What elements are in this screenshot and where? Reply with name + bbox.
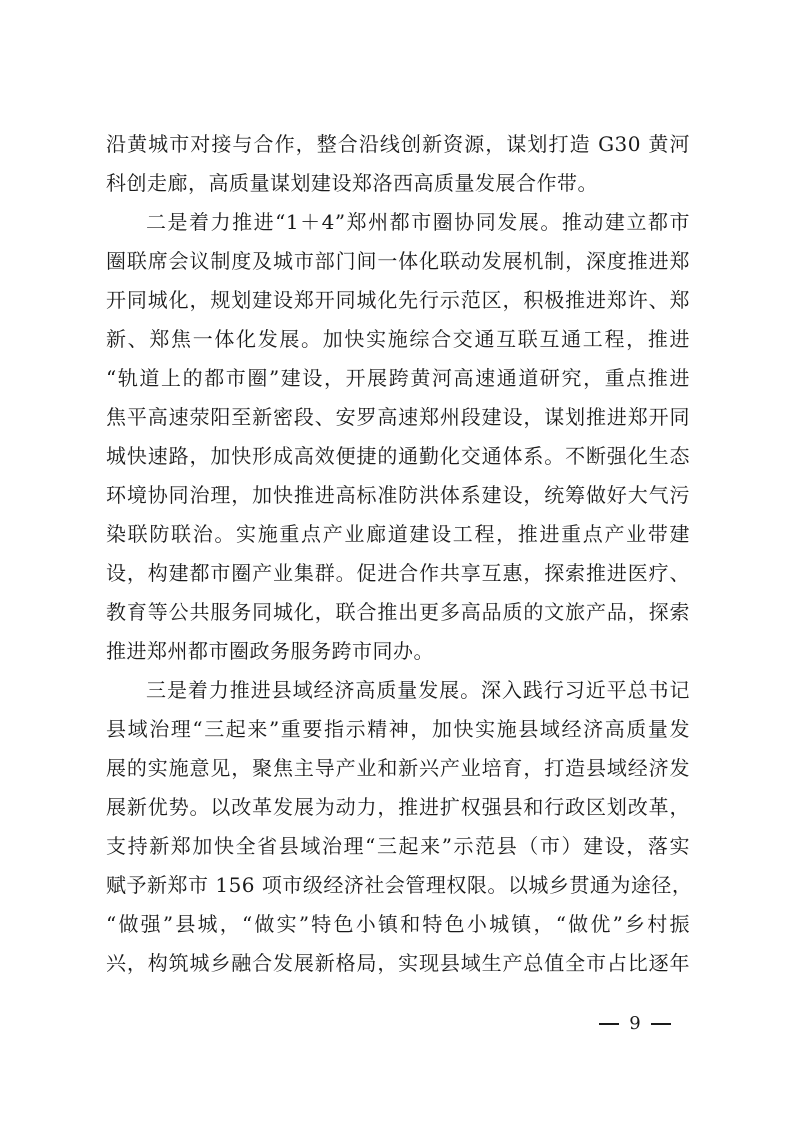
text-line: 县域治理“三起来”重要指示精神，加快实施县域经济高质量发 bbox=[106, 717, 690, 741]
paragraph-heading-line: 二是着力推进“1＋4”郑州都市圈协同发展。推动建立都市 bbox=[146, 210, 690, 234]
text-line: 支持新郑加快全省县域治理“三起来”示范县（市）建设，落实 bbox=[106, 834, 690, 858]
text-line: 沿黄城市对接与合作，整合沿线创新资源，谋划打造 G30 黄河 bbox=[106, 132, 690, 156]
text-line: 科创走廊，高质量谋划建设郑洛西高质量发展合作带。 bbox=[106, 171, 598, 195]
page-number-right-dash bbox=[651, 1023, 671, 1025]
text-line: “做强”县城，“做实”特色小镇和特色小城镇，“做优”乡村振 bbox=[106, 912, 690, 936]
text-line: 染联防联治。实施重点产业廊道建设工程，推进重点产业带建 bbox=[106, 522, 690, 546]
text-line: 推进郑州都市圈政务服务跨市同办。 bbox=[106, 639, 434, 663]
page-number-left-dash bbox=[599, 1023, 619, 1025]
text-line: 赋予新郑市 156 项市级经济社会管理权限。以城乡贯通为途径， bbox=[106, 873, 693, 897]
text-line: 新、郑焦一体化发展。加快实施综合交通互联互通工程，推进 bbox=[106, 327, 690, 351]
text-line: 圈联席会议制度及城市部门间一体化联动发展机制，深度推进郑 bbox=[106, 249, 690, 273]
paragraph-heading-line: 三是着力推进县域经济高质量发展。深入践行习近平总书记 bbox=[146, 678, 690, 702]
page-number-value: 9 bbox=[629, 1013, 641, 1034]
text-line: 教育等公共服务同城化，联合推出更多高品质的文旅产品，探索 bbox=[106, 600, 690, 624]
text-line: 兴，构筑城乡融合发展新格局，实现县域生产总值全市占比逐年 bbox=[106, 951, 690, 975]
page-number bbox=[590, 1012, 680, 1036]
text-line: 展新优势。以改革发展为动力，推进扩权强县和行政区划改革， bbox=[106, 795, 690, 819]
text-line: 展的实施意见，聚焦主导产业和新兴产业培育，打造县域经济发 bbox=[106, 756, 690, 780]
text-line: 焦平高速荥阳至新密段、安罗高速郑州段建设，谋划推进郑开同 bbox=[106, 405, 690, 429]
text-line: 城快速路，加快形成高效便捷的通勤化交通体系。不断强化生态 bbox=[106, 444, 690, 468]
text-line: 开同城化，规划建设郑开同城化先行示范区，积极推进郑许、郑 bbox=[106, 288, 690, 312]
text-line: 环境协同治理，加快推进高标准防洪体系建设，统筹做好大气污 bbox=[106, 483, 690, 507]
text-line: “轨道上的都市圈”建设，开展跨黄河高速通道研究，重点推进 bbox=[106, 366, 690, 390]
text-line: 设，构建都市圈产业集群。促进合作共享互惠，探索推进医疗、 bbox=[106, 561, 690, 585]
